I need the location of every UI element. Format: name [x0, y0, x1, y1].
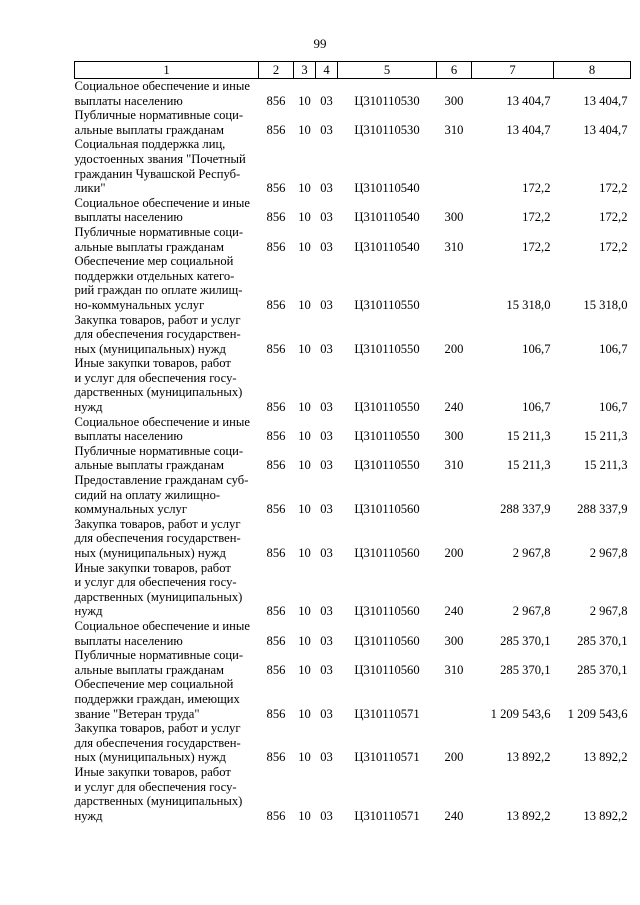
row-amount-year1: 2 967,8 [512, 604, 551, 619]
row-target-article: Ц310110550 [354, 341, 420, 356]
row-amount-year2: 13 404,7 [583, 122, 628, 137]
row-subsection: 03 [320, 750, 333, 765]
row-amount-year2: 172,2 [599, 181, 628, 196]
table-row [75, 415, 631, 444]
row-amount-year2: 15 318,0 [583, 297, 628, 312]
row-target-article: Ц310110571 [354, 750, 420, 765]
row-amount-year2: 13 892,2 [583, 750, 628, 765]
row-expense-type: 310 [444, 458, 464, 473]
row-subsection: 03 [320, 633, 333, 648]
row-expense-type: 300 [444, 429, 464, 444]
table-row [75, 721, 631, 765]
column-header: 1 [75, 62, 259, 79]
row-target-article: Ц310110571 [354, 808, 420, 823]
row-amount-year2: 13 892,2 [583, 808, 628, 823]
row-target-article: Ц310110550 [354, 429, 420, 444]
row-grbs: 856 [266, 400, 286, 415]
row-section: 10 [298, 706, 311, 721]
row-name: Иные закупки товаров, работ и услуг для обеспечения госу- дарственных (муниципальных) нужд [74, 356, 243, 415]
row-name: Социальное обеспечение и иные выплаты населению [74, 79, 250, 108]
table-row [75, 648, 631, 677]
column-header: 6 [437, 62, 472, 79]
row-name: Социальное обеспечение и иные выплаты населению [74, 414, 250, 444]
row-name: Иные закупки товаров, работ и услуг для обеспечения госу- дарственных (муниципальных) нужд [74, 560, 243, 619]
table-row [75, 517, 631, 561]
row-amount-year2: 106,7 [599, 400, 628, 415]
row-grbs: 856 [266, 297, 286, 312]
row-grbs: 856 [266, 604, 286, 619]
row-name: Социальное обеспечение и иные выплаты населению [74, 195, 250, 225]
row-name: Публичные нормативные соци- альные выплаты гражданам [74, 108, 244, 137]
row-target-article: Ц310110550 [354, 297, 420, 312]
row-name: Социальная поддержка лиц, удостоенных звания "Почетный гражданин Чувашской Респуб- лики" [74, 137, 246, 196]
row-grbs: 856 [266, 808, 286, 823]
row-expense-type: 240 [444, 604, 464, 619]
row-name: Предоставление гражданам суб- сидий на оплату жилищно- коммунальных услуг [74, 473, 249, 517]
table-row [75, 254, 631, 312]
row-section: 10 [298, 662, 311, 677]
row-grbs: 856 [266, 662, 286, 677]
row-section: 10 [298, 400, 311, 415]
row-grbs: 856 [266, 429, 286, 444]
row-amount-year2: 1 209 543,6 [567, 706, 628, 721]
table-row [75, 765, 631, 823]
row-amount-year1: 15 211,3 [506, 458, 551, 473]
table-row [75, 444, 631, 473]
row-grbs: 856 [266, 122, 286, 137]
row-expense-type: 240 [444, 400, 464, 415]
row-subsection: 03 [320, 341, 333, 356]
row-grbs: 856 [266, 546, 286, 560]
row-name: Публичные нормативные соци- альные выплаты гражданам [74, 443, 244, 473]
column-header: 2 [259, 62, 294, 79]
row-amount-year1: 106,7 [522, 341, 551, 356]
row-name: Иные закупки товаров, работ и услуг для обеспечения госу- дарственных (муниципальных) нужд [74, 764, 243, 823]
row-amount-year1: 13 404,7 [506, 122, 551, 137]
row-amount-year1: 13 404,7 [506, 93, 551, 108]
row-amount-year2: 13 404,7 [583, 93, 628, 108]
row-amount-year2: 2 967,8 [589, 604, 628, 619]
row-amount-year2: 106,7 [599, 341, 628, 356]
row-grbs: 856 [266, 93, 286, 108]
table-row [75, 473, 631, 517]
row-expense-type [437, 254, 472, 312]
row-expense-type: 300 [444, 93, 464, 108]
row-expense-type: 310 [444, 662, 464, 677]
row-subsection: 03 [320, 122, 333, 137]
table-row [75, 677, 631, 721]
row-target-article: Ц310110530 [354, 93, 420, 108]
row-amount-year1: 285 370,1 [500, 662, 551, 677]
row-amount-year1: 1 209 543,6 [490, 706, 551, 721]
row-amount-year1: 285 370,1 [500, 633, 551, 648]
row-section: 10 [298, 93, 311, 108]
row-name: Закупка товаров, работ и услуг для обеспечения государствен- ных (муниципальных) нужд [74, 516, 241, 560]
row-amount-year1: 172,2 [522, 239, 551, 254]
row-amount-year1: 2 967,8 [512, 546, 551, 560]
row-amount-year2: 288 337,9 [577, 502, 628, 517]
table-row [75, 137, 631, 195]
row-subsection: 03 [320, 239, 333, 254]
row-amount-year1: 288 337,9 [500, 502, 551, 517]
row-name: Обеспечение мер социальной поддержки отдельных катего- рий граждан по оплате жилищ- но-коммунальных услуг [74, 254, 243, 312]
row-subsection: 03 [320, 546, 333, 560]
row-grbs: 856 [266, 210, 286, 225]
row-subsection: 03 [320, 210, 333, 225]
table-header-row [75, 62, 631, 79]
row-subsection: 03 [320, 458, 333, 473]
row-grbs: 856 [266, 239, 286, 254]
row-name: Закупка товаров, работ и услуг для обеспечения государствен- ных (муниципальных) нужд [74, 721, 241, 765]
row-amount-year2: 15 211,3 [583, 429, 628, 444]
row-grbs: 856 [266, 181, 286, 196]
row-section: 10 [298, 633, 311, 648]
column-header: 7 [472, 62, 554, 79]
row-subsection: 03 [320, 604, 333, 619]
row-subsection: 03 [320, 297, 333, 312]
row-amount-year1: 13 892,2 [506, 808, 551, 823]
row-name: Обеспечение мер социальной поддержки граждан, имеющих звание "Ветеран труда" [74, 677, 240, 721]
row-target-article: Ц310110560 [354, 633, 420, 648]
row-amount-year1: 172,2 [522, 210, 551, 225]
row-subsection: 03 [320, 502, 333, 517]
column-header: 5 [338, 62, 437, 79]
row-grbs: 856 [266, 706, 286, 721]
row-target-article: Ц310110571 [354, 706, 420, 721]
row-target-article: Ц310110550 [354, 458, 420, 473]
row-subsection: 03 [320, 808, 333, 823]
row-target-article: Ц310110560 [354, 662, 420, 677]
row-section: 10 [298, 604, 311, 619]
table-row [75, 196, 631, 225]
row-expense-type [437, 137, 472, 195]
row-amount-year2: 2 967,8 [589, 546, 628, 560]
row-amount-year1: 106,7 [522, 400, 551, 415]
row-target-article: Ц310110530 [354, 122, 420, 137]
row-section: 10 [298, 546, 311, 560]
row-target-article: Ц310110540 [354, 239, 420, 254]
row-grbs: 856 [266, 341, 286, 356]
row-amount-year2: 15 211,3 [583, 458, 628, 473]
row-expense-type: 300 [444, 633, 464, 648]
column-header: 3 [294, 62, 316, 79]
row-amount-year2: 172,2 [599, 210, 628, 225]
row-expense-type: 310 [444, 239, 464, 254]
row-section: 10 [298, 341, 311, 356]
row-expense-type: 300 [444, 210, 464, 225]
budget-table [74, 61, 631, 823]
row-section: 10 [298, 122, 311, 137]
row-amount-year2: 285 370,1 [577, 662, 628, 677]
row-grbs: 856 [266, 750, 286, 765]
row-expense-type: 200 [444, 546, 464, 560]
table-row [75, 356, 631, 414]
row-subsection: 03 [320, 706, 333, 721]
table-row [75, 108, 631, 137]
page-number: 99 [313, 36, 327, 51]
row-section: 10 [298, 808, 311, 823]
row-name: Публичные нормативные соци- альные выплаты гражданам [74, 224, 244, 254]
row-expense-type: 240 [444, 808, 464, 823]
row-grbs: 856 [266, 458, 286, 473]
row-section: 10 [298, 750, 311, 765]
row-expense-type [437, 677, 472, 721]
row-amount-year1: 15 211,3 [506, 429, 551, 444]
row-section: 10 [298, 297, 311, 312]
row-grbs: 856 [266, 633, 286, 648]
row-target-article: Ц310110560 [354, 604, 420, 619]
row-amount-year2: 172,2 [599, 239, 628, 254]
row-grbs: 856 [266, 502, 286, 517]
row-expense-type [437, 473, 472, 517]
table-row [75, 313, 631, 357]
row-subsection: 03 [320, 429, 333, 444]
row-section: 10 [298, 239, 311, 254]
row-target-article: Ц310110540 [354, 181, 420, 196]
row-target-article: Ц310110540 [354, 210, 420, 225]
row-expense-type: 200 [444, 750, 464, 765]
row-section: 10 [298, 210, 311, 225]
table-body [75, 79, 631, 824]
row-amount-year1: 172,2 [522, 181, 551, 196]
column-header: 8 [554, 62, 631, 79]
row-target-article: Ц310110550 [354, 400, 420, 415]
row-subsection: 03 [320, 181, 333, 196]
row-amount-year2: 285 370,1 [577, 633, 628, 648]
column-header: 4 [316, 62, 338, 79]
table-row [75, 225, 631, 254]
row-subsection: 03 [320, 93, 333, 108]
row-expense-type: 200 [444, 341, 464, 356]
row-section: 10 [298, 502, 311, 517]
row-subsection: 03 [320, 662, 333, 677]
row-section: 10 [298, 458, 311, 473]
row-target-article: Ц310110560 [354, 502, 420, 517]
row-target-article: Ц310110560 [354, 546, 420, 560]
row-amount-year1: 15 318,0 [506, 297, 551, 312]
row-name: Закупка товаров, работ и услуг для обеспечения государствен- ных (муниципальных) нужд [74, 312, 241, 356]
row-subsection: 03 [320, 400, 333, 415]
row-name: Социальное обеспечение и иные выплаты населению [74, 618, 250, 648]
row-amount-year1: 13 892,2 [506, 750, 551, 765]
row-expense-type: 310 [444, 122, 464, 137]
table-row [75, 619, 631, 648]
table-row [75, 561, 631, 619]
row-name: Публичные нормативные соци- альные выплаты гражданам [74, 648, 244, 677]
row-section: 10 [298, 181, 311, 196]
row-section: 10 [298, 429, 311, 444]
table-row [75, 79, 631, 109]
